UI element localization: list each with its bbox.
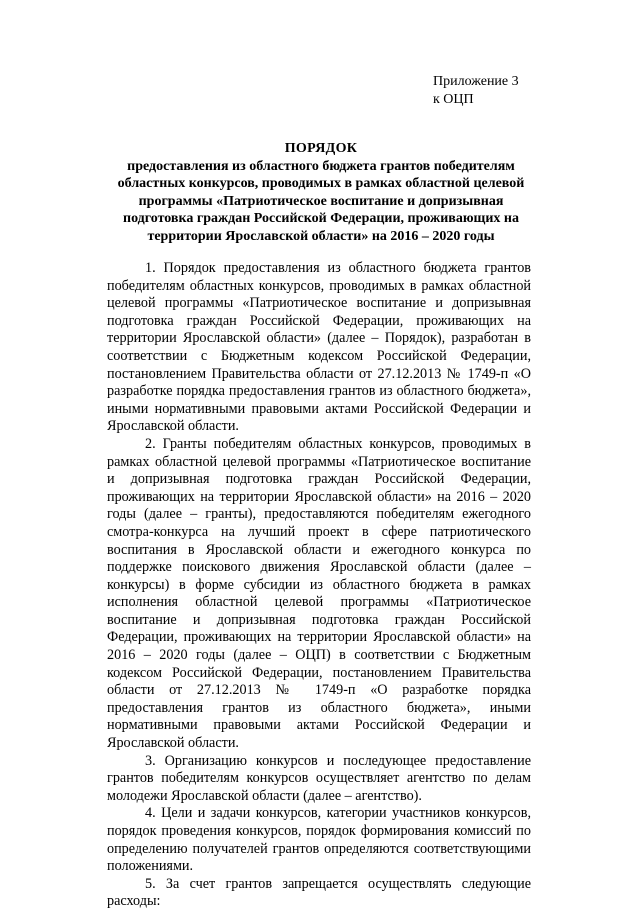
paragraph-5: 5. За счет грантов запрещается осуществлять следующие расходы: [107,875,531,910]
appendix-reference: к ОЦП [433,92,474,107]
document-title: ПОРЯДОК [284,141,358,156]
paragraph-3: 3. Организацию конкурсов и последующее предоставление грантов победителям конкурсов осуществляет агентство по делам молодежи Ярославской области (далее – агентство). [107,752,531,804]
appendix-number: Приложение 3 [433,74,519,89]
document-heading [108,140,534,245]
paragraph-4: 4. Цели и задачи конкурсов, категории участников конкурсов, порядок проведения конкурсов, порядок формирования комиссий по определению получателей грантов определяются соответствующими положениями. [107,805,531,875]
appendix-label [433,73,519,109]
document-subtitle: предоставления из областного бюджета грантов победителям областных конкурсов, проводимых в рамках областной целевой программы «Патриотическое воспитание и допризывная подготовка граждан Российской Федерации, проживающих на территории Ярославской области» на 2016 – 2020 годы [117,158,525,244]
paragraph-1: 1. Порядок предоставления из областного бюджета грантов победителям областных конкурсов, проводимых в рамках областной целевой программы «Патриотическое воспитание и допризывная подготовка граждан Российской Федерации, проживающих на территории Ярославской области» (далее – Порядок), разработан в соответствии с Бюджетным кодексом Российской Федерации, постановлением Правительства области от 27.12.2013 № 1749-п «О разработке порядка предоставления грантов из областного бюджета», иными нормативными правовыми актами Российской Федерации и Ярославской области. [107,260,531,435]
paragraph-2: 2. Гранты победителям областных конкурсов, проводимых в рамках областной целевой программы «Патриотическое воспитание и допризывная подготовка граждан Российской Федерации, проживающих на территории Ярославской области» на 2016 – 2020 годы (далее – гранты), предоставляются победителям ежегодного смотра-конкурса на лучший проект в сфере патриотического воспитания в Ярославской области и ежегодного конкурса по поддержке поискового движения Ярославской области (далее – конкурсы) в форме субсидии из областного бюджета в рамках исполнения областной целевой программы «Патриотическое воспитание и допризывная подготовка граждан Российской Федерации, проживающих на территории Ярославской области» на 2016 – 2020 годы (далее – ОЦП) в соответствии с Бюджетным кодексом Российской Федерации, постановлением Правительства области от 27.12.2013 № 1749-п «О разработке порядка предоставления грантов из областного бюджета», иными нормативными правовыми актами Российской Федерации и Ярославской области. [107,435,531,752]
document-body [107,260,531,911]
